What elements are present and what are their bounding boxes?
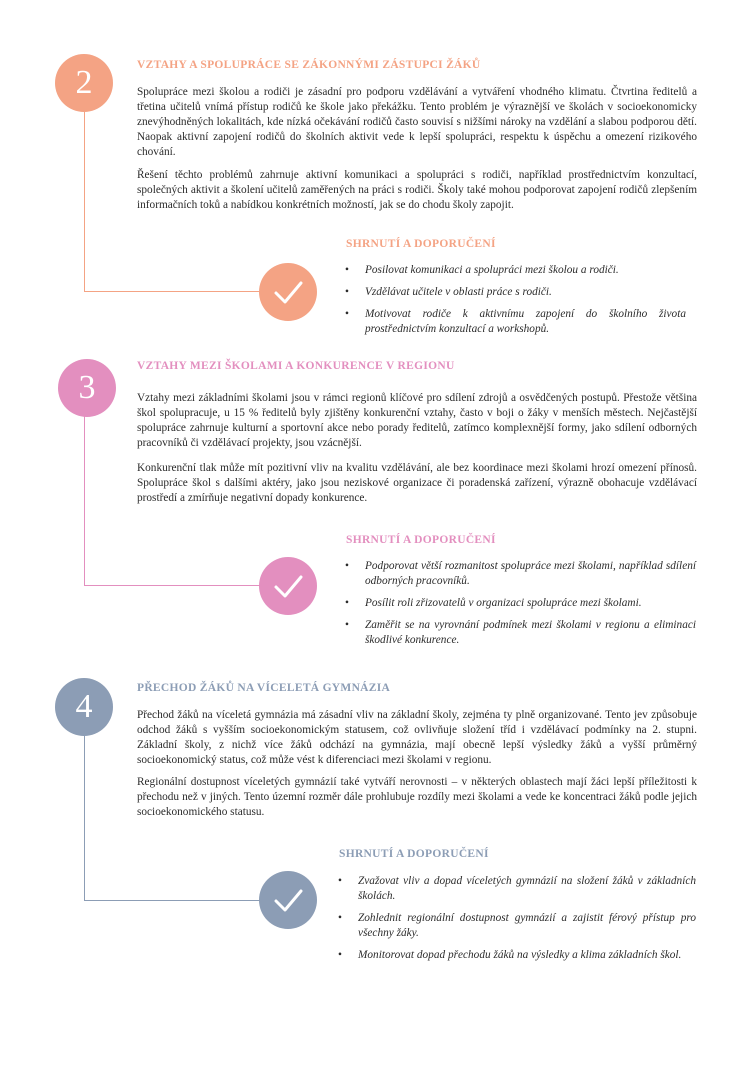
section-4-checkmark-icon (259, 871, 317, 929)
section-4-summary-title: SHRNUTÍ A DOPORUČENÍ (339, 848, 489, 860)
recommendation-item: • Vzdělávat učitele v oblasti práce s rodiči. (343, 285, 686, 300)
section-2-checkmark-icon (259, 263, 317, 321)
section-3-paragraph-1: Vztahy mezi základními školami jsou v rámci regionů klíčové pro sdílení zdrojů a osvědčených postupů. Přestože většina škol spolupracuje, u 15 % ředitelů byly zjištěny konkurenční vztahy, často v boji o žáky v menších městech. Nejčastější spolupráce zahrnuje kulturní a sportovní akce nebo porady ředitelů, zatímco komplexnější formy, jako sdílení odborných pracovníků či vzdělávací projekty, jsou vzácnější. (137, 392, 697, 449)
section-3-connector-horizontal (84, 585, 260, 586)
recommendation-item: • Zaměřit se na vyrovnání podmínek mezi školami v regionu a eliminaci škodlivé konkurence. (343, 618, 696, 648)
section-3-recommendations (343, 559, 696, 655)
recommendation-item: • Posílit roli zřizovatelů v organizaci spolupráce mezi školami. (343, 596, 696, 611)
recommendation-item: • Motivovat rodiče k aktivnímu zapojení do školního života prostřednictvím konzultací a workshopů. (343, 307, 686, 337)
recommendation-item: • Monitorovat dopad přechodu žáků na výsledky a klima základních škol. (336, 948, 696, 963)
section-3-summary-title: SHRNUTÍ A DOPORUČENÍ (346, 534, 496, 546)
recommendation-item: • Zvažovat vliv a dopad víceletých gymnázií na složení žáků v základních školách. (336, 874, 696, 904)
section-2-connector-horizontal (84, 291, 260, 292)
section-3-paragraph-2: Konkurenční tlak může mít pozitivní vliv na kvalitu vzdělávání, ale bez koordinace mezi školami hrozí omezení přínosů. Spolupráce škol s dalšími aktéry, jako jsou neziskové organizace či poradenská zařízení, výrazně obohacuje vzdělávací prostředí a zmírňuje negativní dopady konkurence. (137, 462, 697, 504)
recommendation-item: • Zohlednit regionální dostupnost gymnázií a zajistit férový přístup pro všechny žáky. (336, 911, 696, 941)
recommendation-item: • Posilovat komunikaci a spolupráci mezi školou a rodiči. (343, 263, 686, 278)
section-3-number-badge: 3 (58, 359, 116, 417)
section-2-recommendations (343, 263, 686, 344)
section-4-paragraph-2: Regionální dostupnost víceletých gymnázií také vytváří nerovnosti – v některých oblastech mají žáci lepší příležitosti k přechodu než v jiných. Tento územní rozměr dále prohlubuje rozdíly mezi školami a vede ke koncentraci žáků podle jejich socioekonomického statusu. (137, 776, 697, 818)
section-4-number-badge: 4 (55, 678, 113, 736)
section-4-title: PŘECHOD ŽÁKŮ NA VÍCELETÁ GYMNÁZIA (137, 682, 391, 694)
section-2-paragraph-1: Spolupráce mezi školou a rodiči je zásadní pro podporu vzdělávání a vytváření vhodného klimatu. Čtvrtina ředitelů a třetina učitelů vnímá přístup rodičů ke škole jako překážku. Tento problém je výraznější ve školách v socioekonomicky znevýhodněných lokalitách, kde nízká očekávání rodičů často souvisí s nižšími nároky na vzdělání a slabou podporou dětí. Naopak aktivní zapojení rodičů do školních aktivit vede k lepší spolupráci, respektu k úspěchu a omezení rizikového chování. (137, 86, 697, 158)
section-4-paragraph-1: Přechod žáků na víceletá gymnázia má zásadní vliv na základní školy, zejména ty plně organizované. Tento jev způsobuje odchod žáků s vyšším socioekonomickým statusem, což ovlivňuje složení tříd i vzdělávací podmínky na 2. stupni. Základní školy, z nichž více žáků odchází na gymnázia, mají obecně lepší výsledky žáků a vyšší průměrný socioekonomický status, což může vést k diferenciaci mezi školami v regionu. (137, 709, 697, 766)
section-4-connector-horizontal (84, 900, 260, 901)
section-3-title: VZTAHY MEZI ŠKOLAMI A KONKURENCE V REGIONU (137, 360, 455, 372)
section-4-recommendations (336, 874, 696, 970)
section-2-title: VZTAHY A SPOLUPRÁCE SE ZÁKONNÝMI ZÁSTUPCI ŽÁKŮ (137, 59, 481, 71)
section-2-summary-title: SHRNUTÍ A DOPORUČENÍ (346, 238, 496, 250)
section-4-connector-vertical (84, 733, 85, 900)
section-3-checkmark-icon (259, 557, 317, 615)
recommendation-item: • Podporovat větší rozmanitost spolupráce mezi školami, například sdílení odborných pracovníků. (343, 559, 696, 589)
section-2-connector-vertical (84, 108, 85, 291)
section-3-connector-vertical (84, 412, 85, 585)
section-2-number-badge: 2 (55, 54, 113, 112)
section-2-paragraph-2: Řešení těchto problémů zahrnuje aktivní komunikaci a spolupráci s rodiči, například prostřednictvím konzultací, společných aktivit a školení učitelů zaměřených na práci s rodiči. Školy také mohou podporovat zapojení rodičů zlepšením informačních toků a nabídkou konkrétních možností, jak se do chodu školy zapojit. (137, 169, 697, 211)
